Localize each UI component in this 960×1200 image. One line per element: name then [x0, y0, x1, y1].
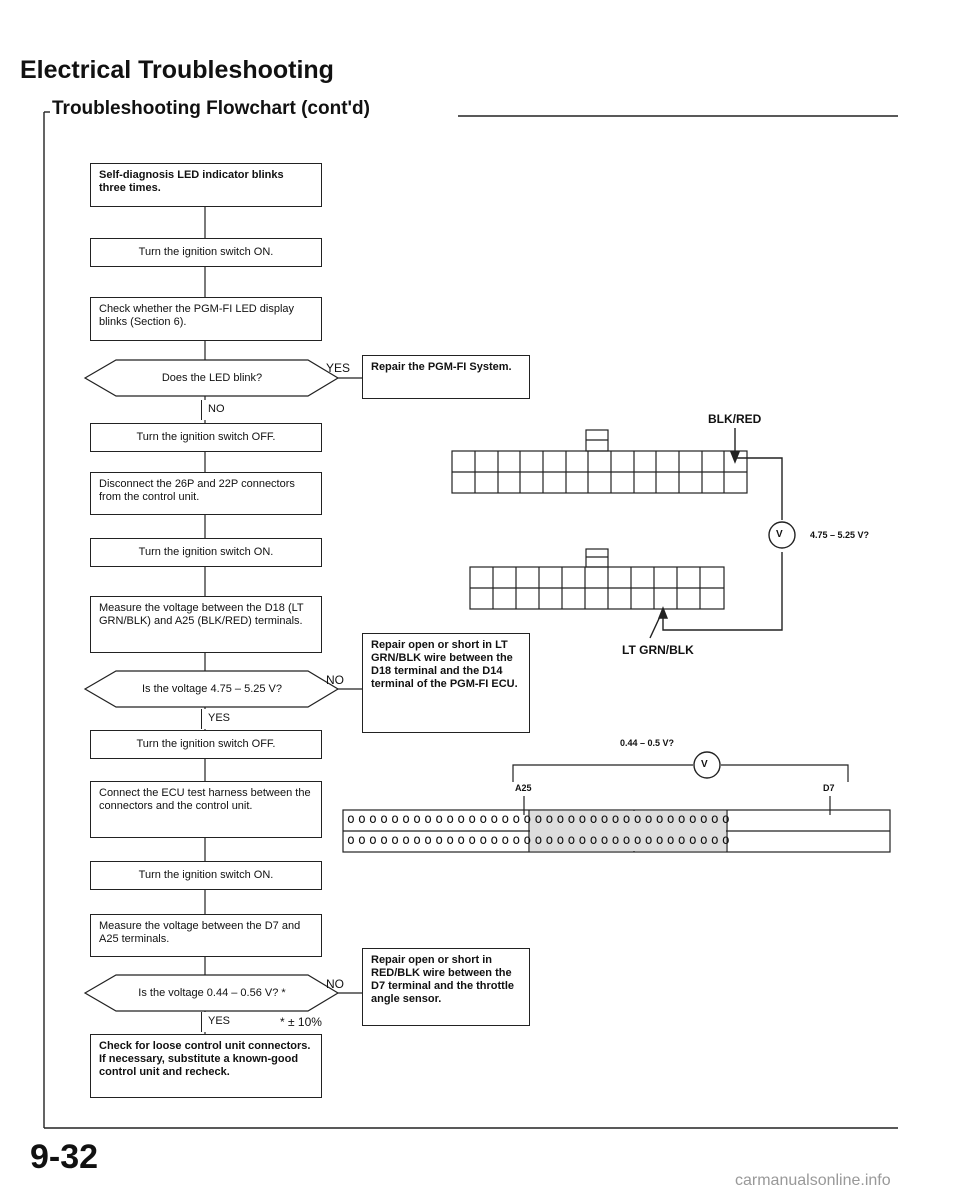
- pin-row-top: ooooooooooooooooooooooooooooooooooo: [347, 812, 733, 827]
- reading-2: 0.44 – 0.5 V?: [620, 738, 675, 748]
- terminal-d7: D7: [823, 783, 835, 793]
- section-subtitle: Troubleshooting Flowchart (cont'd): [52, 98, 370, 119]
- q1-no-label: NO: [201, 400, 251, 420]
- meter-1-label: V: [776, 529, 783, 540]
- step-disconnect: Disconnect the 26P and 22P connectors from the control unit.: [90, 472, 322, 515]
- probe-wires: [650, 428, 782, 638]
- wire-label-blk-red: BLK/RED: [708, 412, 762, 426]
- terminal-a25: A25: [515, 783, 532, 793]
- step-measure-d7: Measure the voltage between the D7 and A25 terminals.: [90, 914, 322, 957]
- action-repair-redblk: Repair open or short in RED/BLK wire between the D7 terminal and the throttle angle sensor.: [362, 948, 530, 1026]
- step-ignition-off-1: Turn the ignition switch OFF.: [90, 423, 322, 452]
- q3-no-label: NO: [326, 977, 344, 991]
- page-number: 9-32: [30, 1138, 99, 1176]
- step-ignition-on-3: Turn the ignition switch ON.: [90, 861, 322, 890]
- watermark: carmanualsonline.info: [735, 1172, 891, 1189]
- step-led-blinks: Self-diagnosis LED indicator blinks three times.: [90, 163, 322, 207]
- step-ignition-on-2: Turn the ignition switch ON.: [90, 538, 322, 567]
- question-voltage-1: Is the voltage 4.75 – 5.25 V?: [141, 683, 283, 695]
- tolerance-footnote: * ± 10%: [280, 1015, 322, 1029]
- step-connect-harness: Connect the ECU test harness between the connectors and the control unit.: [90, 781, 322, 838]
- step-ignition-on-1: Turn the ignition switch ON.: [90, 238, 322, 267]
- action-repair-ltgrn: Repair open or short in LT GRN/BLK wire between the D18 terminal and the D14 terminal of the PGM-FI ECU.: [362, 633, 530, 733]
- reading-1: 4.75 – 5.25 V?: [810, 530, 870, 540]
- q3-yes-label: YES: [201, 1012, 261, 1032]
- q1-yes-label: YES: [326, 361, 351, 375]
- action-repair-pgm: Repair the PGM-FI System.: [362, 355, 530, 399]
- step-check-connectors: Check for loose control unit connectors. If necessary, substitute a known-good control unit and recheck.: [90, 1034, 322, 1098]
- meter-2-label: V: [701, 759, 708, 770]
- q2-yes-label: YES: [201, 709, 261, 729]
- q2-no-label: NO: [326, 673, 344, 687]
- question-led-blink: Does the LED blink?: [161, 372, 263, 384]
- connector-top: [452, 430, 747, 493]
- step-ignition-off-2: Turn the ignition switch OFF.: [90, 730, 322, 759]
- pin-row-bottom: ooooooooooooooooooooooooooooooooooo: [347, 833, 733, 848]
- connector-bottom: [470, 549, 724, 609]
- step-check-pgm-led: Check whether the PGM-FI LED display blinks (Section 6).: [90, 297, 322, 341]
- wire-label-lt-grn-blk: LT GRN/BLK: [622, 643, 694, 657]
- page-title: Electrical Troubleshooting: [20, 56, 334, 84]
- question-voltage-2: Is the voltage 0.44 – 0.56 V? *: [138, 987, 286, 999]
- step-measure-d18: Measure the voltage between the D18 (LT GRN/BLK) and A25 (BLK/RED) terminals.: [90, 596, 322, 653]
